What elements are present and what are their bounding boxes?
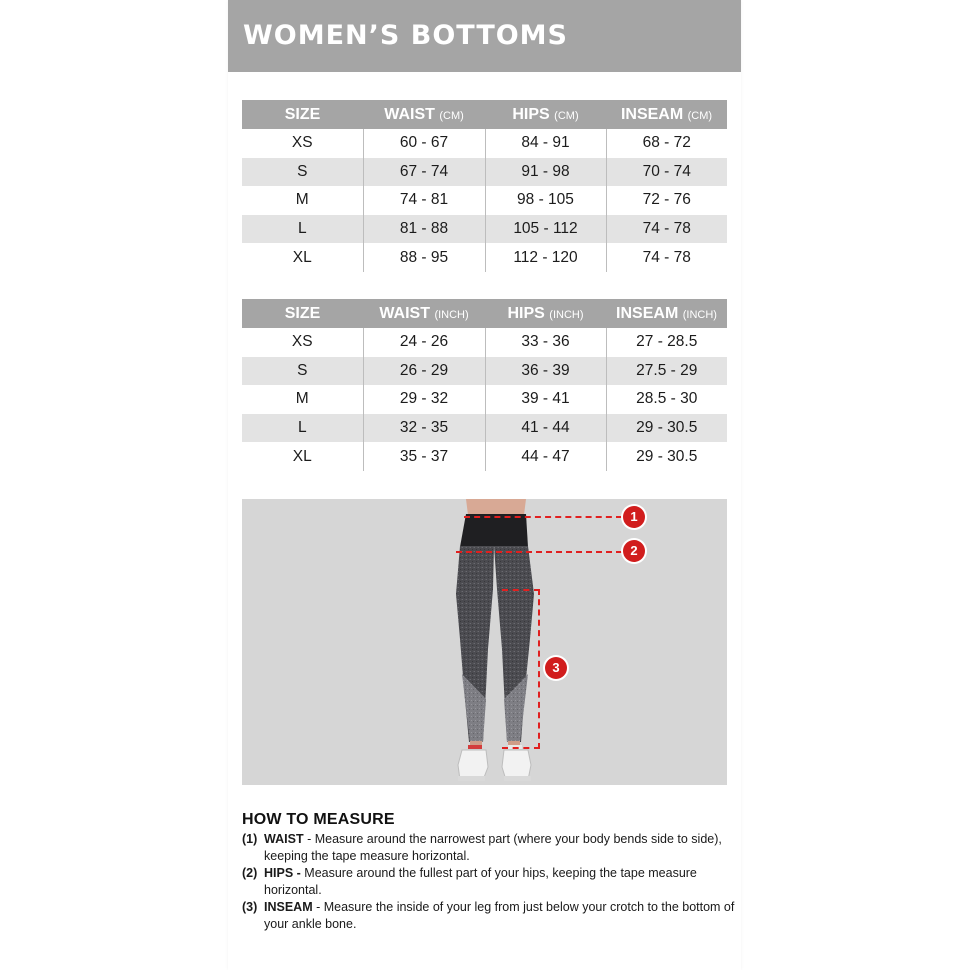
header-unit: (INCH) [682,308,717,321]
cell-inseam: 68 - 72 [642,134,691,152]
table-row [242,158,727,187]
table-row [242,243,727,272]
cell-waist: 35 - 37 [363,442,485,471]
table-row [242,215,727,244]
table-row [242,442,727,471]
cell-inseam: 29 - 30.5 [606,414,727,443]
header-size [242,100,363,129]
header-size [242,299,363,328]
header-label: INSEAM [620,105,684,123]
cell-waist: 32 - 35 [363,414,485,443]
measurement-figure [242,499,727,785]
cell-hips: 36 - 39 [485,357,606,386]
step-body [264,865,737,899]
cell-size: M [242,385,363,414]
leggings-model-illustration [242,499,727,785]
cell-inseam: 70 - 74 [606,158,727,187]
marker-waist: 1 [623,506,645,528]
cell-waist: 67 - 74 [363,158,485,187]
cell-waist: 74 - 81 [363,186,485,215]
table-header-row [242,100,727,129]
cell-inseam: 74 - 78 [606,215,727,244]
table-row [242,186,727,215]
header-hips [485,100,606,129]
cell-waist: 88 - 95 [363,243,485,272]
header-unit: (CM) [554,109,579,122]
header-waist [363,299,485,328]
header-unit: (INCH) [434,308,469,321]
step-number: (1) [242,832,258,846]
header-inseam [606,100,727,129]
step-number: (2) [242,866,258,880]
cell-waist: 29 - 32 [363,385,485,414]
step-label: INSEAM [264,900,313,914]
step-text: - Measure around the narrowest part (where your body bends side to side), keeping the tape measure horizontal. [264,832,722,863]
cell-size: L [242,215,363,244]
header-hips [485,299,606,328]
waist-guide-line [464,516,622,518]
header-label: WAIST [384,105,435,123]
cell-inseam: 29 - 30.5 [636,447,698,465]
step-body [264,899,737,933]
marker-inseam: 3 [545,657,567,679]
table-row [242,385,727,414]
cell-hips: 98 - 105 [485,186,606,215]
step-label: HIPS - [264,866,301,880]
page-title: WOMEN’S BOTTOMS [243,20,568,51]
step-text: - Measure the inside of your leg from just below your crotch to the bottom of your ankle bone. [264,900,735,931]
cell-hips: 112 - 120 [485,243,606,272]
cell-hips: 33 - 36 [485,328,606,357]
cell-inseam: 28.5 - 30 [636,390,698,408]
table-row [242,414,727,443]
cell-waist: 24 - 26 [363,328,485,357]
cell-waist: 60 - 67 [363,129,485,158]
inseam-guide-line [502,589,540,749]
cell-size: XL [242,243,363,272]
marker-hips: 2 [623,540,645,562]
cell-hips: 105 - 112 [485,215,606,244]
header-unit: (INCH) [549,308,584,321]
size-table-cm [242,100,727,272]
header-label: INSEAM [616,304,679,322]
header-label: HIPS [512,105,550,123]
cell-hips: 84 - 91 [485,129,606,158]
table-row [242,129,727,158]
cell-hips: 39 - 41 [485,385,606,414]
cell-hips: 44 - 47 [485,442,606,471]
cell-size: XS [242,129,363,158]
table-row [242,357,727,386]
cell-inseam: 74 - 78 [642,248,691,266]
cell-hips: 91 - 98 [485,158,606,187]
header-label: HIPS [507,304,545,322]
header-label: WAIST [379,304,430,322]
cell-size: S [242,357,363,386]
cell-waist: 81 - 88 [363,215,485,244]
header-label: SIZE [284,105,321,123]
step-text: Measure around the fullest part of your hips, keeping the tape measure horizontal. [264,866,697,897]
table-header-row [242,299,727,328]
step-inseam [242,899,737,933]
cell-size: XL [242,442,363,471]
how-to-measure-title: HOW TO MEASURE [242,811,395,828]
cell-inseam: 27 - 28.5 [636,333,698,351]
header-banner [228,0,741,72]
table-row [242,328,727,357]
cell-inseam: 72 - 76 [642,191,691,209]
cell-size: S [242,158,363,187]
header-waist [363,100,485,129]
step-number: (3) [242,900,258,914]
step-body [264,831,737,865]
cell-size: L [242,414,363,443]
cell-waist: 26 - 29 [363,357,485,386]
hips-guide-line [456,551,622,553]
cell-hips: 41 - 44 [485,414,606,443]
header-label: SIZE [284,304,321,322]
step-label: WAIST [264,832,304,846]
header-unit: (CM) [687,109,713,122]
step-hips [242,865,737,899]
step-waist [242,831,737,865]
cell-inseam: 27.5 - 29 [606,357,727,386]
cell-size: XS [242,328,363,357]
header-inseam [606,299,727,328]
cell-size: M [242,186,363,215]
size-table-inch [242,299,727,471]
header-unit: (CM) [439,109,464,122]
